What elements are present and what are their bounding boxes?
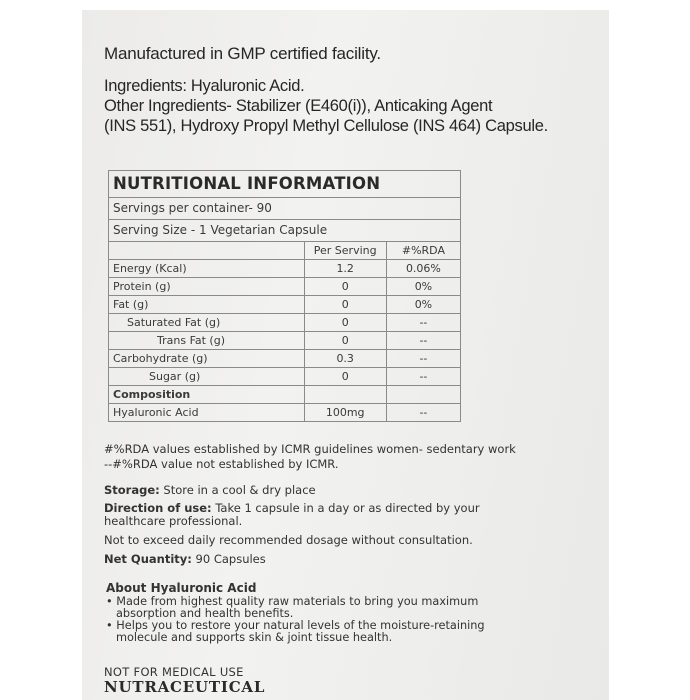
nutrient-per-serving: 0 — [304, 296, 386, 314]
dosage-warning: Not to exceed daily recommended dosage without consultation. — [104, 533, 473, 547]
bullet-1-line-1: • Made from highest quality raw materials to bring you maximum — [106, 595, 479, 608]
storage-line — [104, 484, 316, 497]
product-label-panel — [82, 10, 609, 700]
bullet-2-line-1: • Helps you to restore your natural levels of the moisture-retaining — [106, 619, 485, 632]
rda-note-2: --#%RDA value not established by ICMR. — [104, 457, 339, 471]
other-ingredients-line-1: Other Ingredients- Stabilizer (E460(i)), Anticaking Agent — [104, 97, 493, 115]
gmp-statement: Manufactured in GMP certified facility. — [104, 44, 381, 63]
not-for-medical-use: NOT FOR MEDICAL USE — [104, 665, 244, 679]
nutrient-per-serving: 1.2 — [304, 260, 386, 278]
nutrient-name: Fat (g) — [109, 296, 305, 314]
table-row — [109, 260, 461, 278]
nutrient-rda: -- — [386, 332, 460, 350]
nutrient-per-serving: 0 — [304, 368, 386, 386]
table-row — [109, 314, 461, 332]
rda-notes — [104, 442, 516, 472]
bullet-2-line-2: molecule and supports skin & joint tissue health. — [116, 631, 393, 644]
nutrient-name: Trans Fat (g) — [109, 332, 305, 350]
rda-note-1: #%RDA values established by ICMR guidelines women- sedentary work — [104, 442, 516, 456]
nutrient-rda: -- — [386, 404, 460, 422]
table-row — [109, 368, 461, 386]
nutrient-per-serving: 0 — [304, 332, 386, 350]
col-header-rda: #%RDA — [386, 242, 460, 260]
nutrient-per-serving: 0.3 — [304, 350, 386, 368]
table-row — [109, 350, 461, 368]
header-empty-cell — [109, 242, 305, 260]
nutrient-name: Energy (Kcal) — [109, 260, 305, 278]
nutraceutical-label: NUTRACEUTICAL — [104, 678, 266, 696]
table-row — [109, 386, 461, 404]
nutrient-name: Hyaluronic Acid — [109, 404, 305, 422]
nutrient-per-serving — [304, 386, 386, 404]
col-header-per-serving: Per Serving — [304, 242, 386, 260]
direction-text-2: healthcare professional. — [104, 514, 243, 528]
bullet-1-line-2: absorption and health benefits. — [116, 607, 294, 620]
composition-label: Composition — [109, 386, 305, 404]
nutrient-name: Protein (g) — [109, 278, 305, 296]
direction-label: Direction of use: — [104, 501, 212, 515]
table-row — [109, 404, 461, 422]
ingredients-block — [104, 76, 548, 136]
servings-per-container: Servings per container- 90 — [109, 198, 461, 220]
direction-text-1: Take 1 capsule in a day or as directed by your — [215, 501, 480, 515]
nutrient-name: Saturated Fat (g) — [109, 314, 305, 332]
about-title: About Hyaluronic Acid — [106, 581, 257, 595]
serving-size: Serving Size - 1 Vegetarian Capsule — [109, 220, 461, 242]
nutrient-name: Sugar (g) — [109, 368, 305, 386]
nutrient-name: Carbohydrate (g) — [109, 350, 305, 368]
table-row — [109, 296, 461, 314]
nutrient-rda — [386, 386, 460, 404]
nutrient-rda: -- — [386, 368, 460, 386]
net-quantity-label: Net Quantity: — [104, 552, 192, 566]
net-quantity-text: 90 Capsules — [195, 552, 266, 566]
nutrient-rda: -- — [386, 314, 460, 332]
nutrient-per-serving: 0 — [304, 314, 386, 332]
nutrition-title: NUTRITIONAL INFORMATION — [109, 171, 461, 198]
net-quantity-line — [104, 553, 266, 566]
direction-block — [104, 502, 480, 528]
storage-text: Store in a cool & dry place — [163, 483, 316, 497]
nutrient-per-serving: 100mg — [304, 404, 386, 422]
nutrient-rda: 0% — [386, 278, 460, 296]
nutrient-rda: 0.06% — [386, 260, 460, 278]
about-bullets — [106, 596, 485, 644]
table-row — [109, 332, 461, 350]
other-ingredients-line-2: (INS 551), Hydroxy Propyl Methyl Cellulose (INS 464) Capsule. — [104, 117, 548, 135]
table-row — [109, 278, 461, 296]
ingredients-line: Ingredients: Hyaluronic Acid. — [104, 77, 305, 95]
storage-label: Storage: — [104, 483, 160, 497]
nutrition-table — [108, 170, 461, 422]
nutrient-rda: -- — [386, 350, 460, 368]
nutrient-rda: 0% — [386, 296, 460, 314]
nutrient-per-serving: 0 — [304, 278, 386, 296]
